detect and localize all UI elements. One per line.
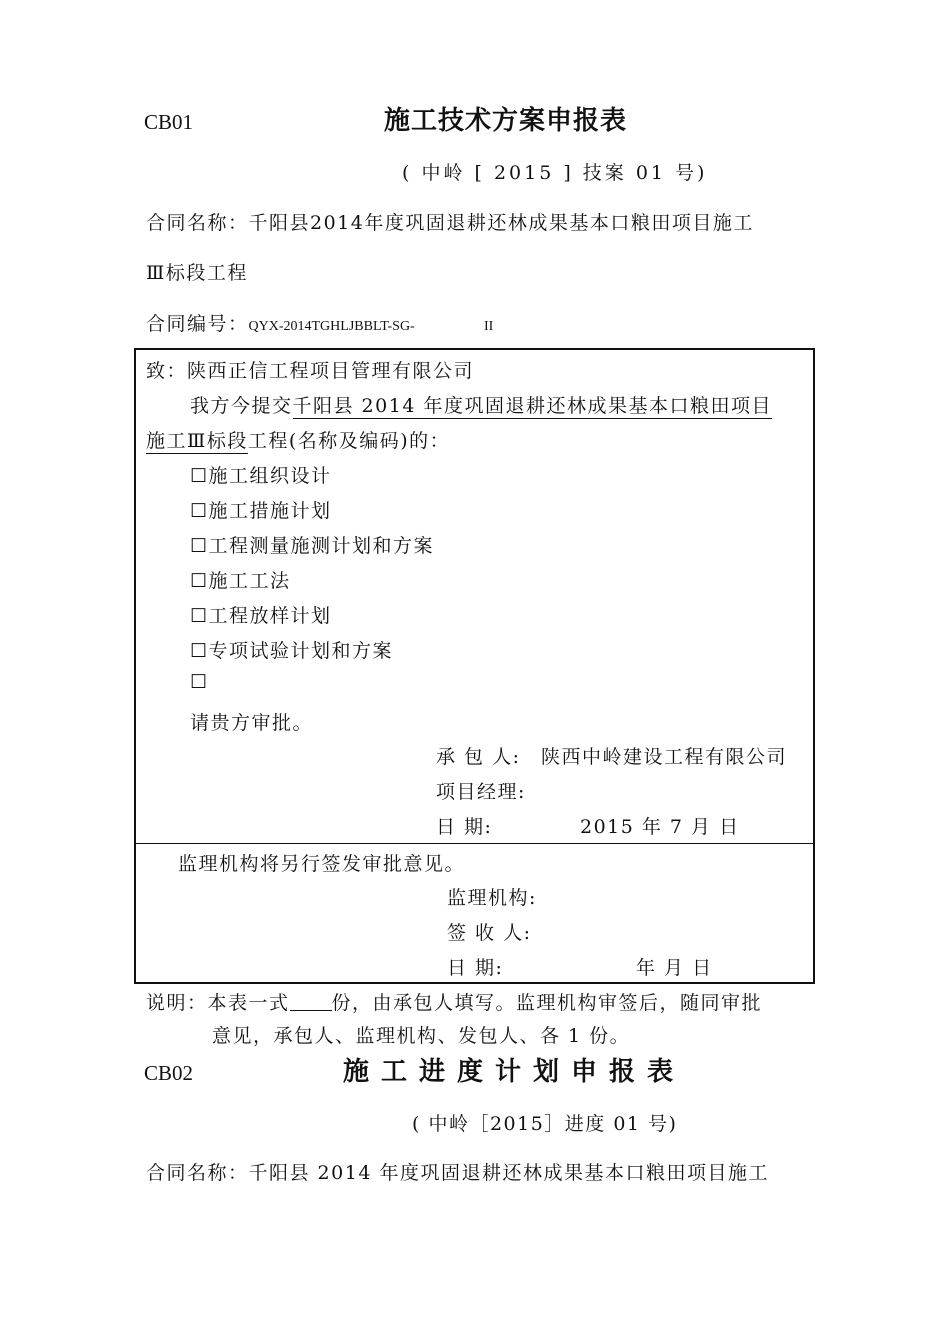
date-value: 2015 年 7 月 日 [580,816,740,838]
receiver-label: 签 收 人: [447,922,532,944]
contract-number-suffix: II [484,319,494,334]
form-divider [136,843,813,844]
submission-prefix: 我方今提交 [190,395,293,417]
contractor-label: 承 包 人: [436,746,521,768]
submission-line [190,391,772,418]
page-title: 施工技术方案申报表 [384,106,628,136]
doc-number: ( 中岭 [ 2015 ] 技案 01 号) [402,162,708,184]
contract-name-label: 合同名称： [146,212,249,234]
contract-name-row-cb02 [146,1158,769,1185]
contract-name-row [146,208,754,235]
option-construction-design[interactable]: ☐施工组织设计 [190,465,332,487]
approval-request: 请贵方审批。 [190,712,314,734]
contract-number-row [146,309,415,336]
submission-suffix: 工程(名称及编码)的： [247,430,451,452]
copies-blank [290,992,332,1011]
contract-name-value: 千阳县2014年度巩固退耕还林成果基本口粮田项目施工 [248,212,754,234]
form-code-cb02: CB02 [144,1061,194,1085]
option-survey-plan[interactable]: ☐工程测量施测计划和方案 [190,535,435,557]
contractor-value: 陕西中岭建设工程有限公司 [541,746,788,768]
date-label: 日 期: [436,816,493,838]
note-text-a: 本表一式 [207,992,290,1014]
note-line-2: 意见，承包人、监理机构、发包人、各 1 份。 [212,1025,631,1047]
supervision-note: 监理机构将另行签发审批意见。 [178,853,466,875]
supervision-org-label: 监理机构: [447,887,537,909]
submission-project-name: 千阳县 2014 年度巩固退耕还林成果基本口粮田项目 [292,395,772,417]
option-other[interactable]: ☐ [190,671,209,693]
contract-number-label: 合同编号： [146,313,249,335]
note-label: 说明： [146,992,208,1014]
contract-name-value-cb02: 千阳县 2014 年度巩固退耕还林成果基本口粮田项目施工 [248,1162,769,1184]
contract-name-label-cb02: 合同名称： [146,1162,249,1184]
contract-number-value: QYX-2014TGHLJBBLT-SG- [248,319,415,334]
date2-value: 年 月 日 [636,957,713,979]
option-construction-method[interactable]: ☐施工工法 [190,570,291,592]
note-line-1 [146,988,762,1015]
doc-number-cb02: ( 中岭［2015］进度 01 号) [412,1113,678,1135]
project-manager-label: 项目经理: [436,781,526,803]
section-title-cb02: 施工进度计划申报表 [343,1057,686,1087]
option-construction-measures[interactable]: ☐施工措施计划 [190,500,332,522]
addressee-line: 致：陕西正信工程项目管理有限公司 [146,360,475,382]
submission-line-2 [146,426,450,453]
form-code-cb01: CB01 [144,110,194,134]
option-test-plan[interactable]: ☐专项试验计划和方案 [190,640,394,662]
submission-project-section: 施工Ⅲ标段 [146,430,248,452]
date2-label: 日 期: [447,957,504,979]
note-text-b: 份，由承包人填写。监理机构审签后，随同审批 [331,992,763,1014]
contract-name-continued: Ⅲ标段工程 [146,262,248,284]
option-staking-plan[interactable]: ☐工程放样计划 [190,605,332,627]
